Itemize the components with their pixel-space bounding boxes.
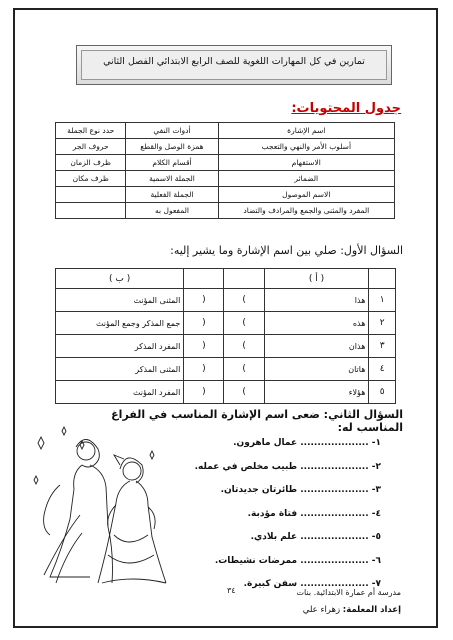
page-number: ٣٤: [227, 586, 236, 595]
teacher-name: زهراء علي: [302, 605, 341, 615]
meaning-text: المفرد المذكر: [56, 335, 184, 358]
toc-cell: المفعول به: [126, 203, 218, 219]
question2-title-line2: المناسب له:: [337, 421, 403, 434]
header-num-cell: [369, 269, 396, 289]
toc-cell: أدوات النفي: [126, 123, 218, 139]
toc-cell: ظرف الزمان: [56, 155, 126, 171]
toc-cell: الضمائر: [218, 171, 394, 187]
paren-open: (: [184, 289, 224, 312]
princesses-illustration: [20, 425, 172, 585]
title-banner: [76, 45, 392, 85]
match-number: ٣: [369, 335, 396, 358]
demonstrative-word: هذا: [264, 289, 369, 312]
fill-in-item: ١- .................... عمال ماهرون.: [233, 438, 381, 448]
toc-cell: ظرف مكان: [56, 171, 126, 187]
matching-row: [56, 335, 396, 358]
match-number: ٥: [369, 381, 396, 404]
worksheet-title: تمارين في كل المهارات اللغوية للصف الرابع الابتدائي الفصل الثاني: [103, 56, 365, 67]
fill-in-list: [151, 436, 381, 601]
matching-header-row: [56, 269, 396, 289]
fill-in-item: ٥- .................... علم بلادي.: [250, 532, 381, 542]
matching-table: [55, 268, 396, 404]
toc-row: [56, 123, 395, 139]
fill-in-item: ٣- .................... طائرتان جديدتان.: [220, 485, 381, 495]
school-name: مدرسة أم عمارة الابتدائية. بنات: [296, 588, 401, 597]
question2-title-line1: السؤال الثاني: ضعى اسم الإشارة المناسب في الفراغ: [111, 408, 403, 421]
toc-row: [56, 171, 395, 187]
demonstrative-word: هذه: [264, 312, 369, 335]
toc-row: [56, 139, 395, 155]
toc-cell: اسم الإشارة: [218, 123, 394, 139]
meaning-text: المثنى المؤنث: [56, 289, 184, 312]
fill-in-item: ٦- .................... ممرضات نشيطات.: [214, 555, 381, 566]
match-number: ١: [369, 289, 396, 312]
match-number: ٤: [369, 358, 396, 381]
toc-cell: الجملة الفعلية: [126, 187, 218, 203]
toc-cell: الاستفهام: [218, 155, 394, 171]
toc-cell: همزة الوصل والقطع: [126, 139, 218, 155]
matching-row: [56, 289, 396, 312]
fill-in-item: ٢- .................... طبيب مخلص في عمله.: [194, 461, 381, 472]
paren-close: ): [224, 312, 264, 335]
paren-open: (: [184, 358, 224, 381]
matching-row: [56, 312, 396, 335]
meaning-text: المثنى المذكر: [56, 358, 184, 381]
teacher-credit: [303, 605, 401, 615]
toc-table: [55, 122, 395, 219]
toc-cell: أسلوب الأمر والنهي والتعجب: [218, 139, 394, 155]
demonstrative-word: هاتان: [264, 358, 369, 381]
toc-row: [56, 203, 395, 219]
meaning-text: المفرد المؤنث: [56, 381, 184, 404]
teacher-label: إعداد المعلمة:: [342, 605, 401, 615]
paren-close: ): [224, 358, 264, 381]
paren-close: ): [224, 335, 264, 358]
meaning-text: جمع المذكر وجمع المؤنث: [56, 312, 184, 335]
paren-close: ): [224, 381, 264, 404]
demonstrative-word: هؤلاء: [264, 381, 369, 404]
matching-row: [56, 381, 396, 404]
header-paren-cell: [184, 269, 224, 289]
fill-in-item: ٧- .................... سفن كبيرة.: [243, 579, 381, 589]
toc-cell: الاسم الموصول: [218, 187, 394, 203]
header-paren-cell: [224, 269, 264, 289]
match-number: ٢: [369, 312, 396, 335]
toc-cell: المفرد والمثنى والجمع والمرادف والتضاد: [218, 203, 394, 219]
toc-cell: حدد نوع الجملة: [56, 123, 126, 139]
toc-row: [56, 155, 395, 171]
toc-cell: الجملة الاسمية: [126, 171, 218, 187]
toc-cell: [56, 187, 126, 203]
paren-close: ): [224, 289, 264, 312]
fill-in-item: ٤- .................... فتاة مؤدبة.: [247, 508, 381, 519]
matching-row: [56, 358, 396, 381]
toc-cell: أقسام الكلام: [126, 155, 218, 171]
toc-row: [56, 187, 395, 203]
demonstrative-word: هذان: [264, 335, 369, 358]
header-col-a: ( أ ): [264, 269, 369, 289]
toc-heading: جدول المحتويات:: [291, 101, 401, 116]
header-col-b: ( ب ): [56, 269, 184, 289]
paren-open: (: [184, 381, 224, 404]
toc-cell: حروف الجر: [56, 139, 126, 155]
paren-open: (: [184, 335, 224, 358]
toc-cell: [56, 203, 126, 219]
question1-title: السؤال الأول: صلي بين اسم الإشارة وما يشير إليه:: [170, 244, 403, 257]
paren-open: (: [184, 312, 224, 335]
